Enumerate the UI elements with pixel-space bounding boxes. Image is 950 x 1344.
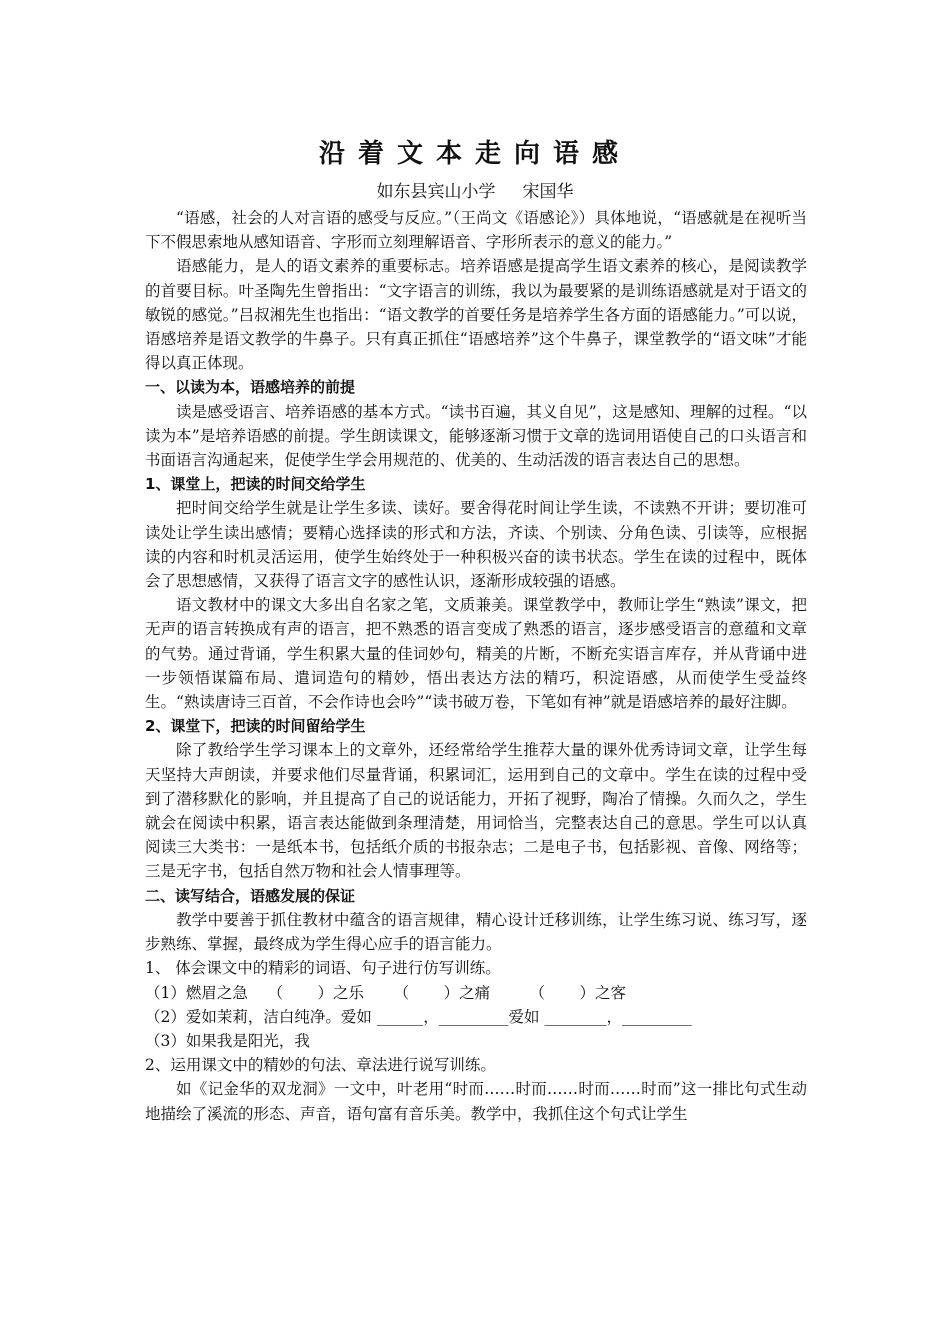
section-heading: 二、读写结合，语感发展的保证 <box>145 886 356 905</box>
section-heading: 2、课堂下，把读的时间留给学生 <box>145 717 366 736</box>
section-heading: 1、课堂上，把读的时间交给学生 <box>145 475 366 494</box>
list-item: 1、 体会课文中的精彩的词语、句子进行仿写训练。 <box>145 959 501 978</box>
list-item: 2、运用课文中的精妙的句法、章法进行说写训练。 <box>145 1056 496 1075</box>
paragraph: 把时间交给学生就是让学生多读、读好。要舍得花时间让学生读，不读熟不开讲；要切准可读处让学生读出感情；要精心选择读的形式和方法，齐读、个别读、分角色读、引读等，应根据读的内容和时机灵活运用，使学生始终处于一种积极兴奋的读书状态。学生在读的过程中，既体会了思想感情，又获得了语言文字的感性认识，逐渐形成较强的语感。 <box>145 499 807 591</box>
document-body <box>145 206 807 1126</box>
document-author: 如东县宾山小学 宋国华 <box>376 182 574 202</box>
exercise-line: （2）爱如茉莉，洁白纯净。爱如 ______，_________爱如 ________，_________ <box>145 1007 692 1026</box>
paragraph: 语文教材中的课文大多出自名家之笔，文质兼美。课堂教学中，教师让学生“熟读”课文，把无声的语言转换成有声的语言，把不熟悉的语言变成了熟悉的语言，逐步感受语言的意蕴和文章的气势。通过背诵，学生积累大量的佳词妙句，精美的片断，不断充实语言库存，并从背诵中进一步领悟谋篇布局、遣词造句的精妙，悟出表达方法的精巧，积淀语感，从而使学生受益终生。“熟读唐诗三百首，不会作诗也会吟”“读书破万卷，下笔如有神”就是语感培养的最好注脚。 <box>145 596 807 712</box>
exercise-line: （1）燃眉之急 （ ）之乐 （ ）之痛 （ ）之客 <box>145 983 627 1002</box>
section-heading: 一、以读为本，语感培养的前提 <box>145 378 356 397</box>
paragraph: 如《记金华的双龙洞》一文中，叶老用“时而……时而……时而……时而”这一排比句式生动地描绘了溪流的形态、声音，语句富有音乐美。教学中，我抓住这个句式让学生 <box>145 1080 807 1123</box>
paragraph: 语感能力，是人的语文素养的重要标志。培养语感是提高学生语文素养的核心，是阅读教学的首要目标。叶圣陶先生曾指出：“文字语言的训练，我以为最要紧的是训练语感就是对于语文的敏锐的感觉。”吕叔湘先生也指出：“语文教学的首要任务是培养学生各方面的语感能力。”可以说，语感培养是语文教学的牛鼻子。只有真正抓住“语感培养”这个牛鼻子，课堂教学的“语文味”才能得以真正体现。 <box>145 257 807 373</box>
paragraph: 读是感受语言、培养语感的基本方式。“读书百遍，其义自见”，这是感知、理解的过程。“以读为本”是培养语感的前提。学生朗读课文，能够逐渐习惯于文章的选词用语使自己的口头语言和书面语言沟通起来，促使学生学会用规范的、优美的、生动活泼的语言表达自己的思想。 <box>145 402 807 470</box>
paragraph: 教学中要善于抓住教材中蕴含的语言规律，精心设计迁移训练，让学生练习说、练习写，逐步熟练、掌握，最终成为学生得心应手的语言能力。 <box>145 910 807 954</box>
document-title: 沿着文本走向语感 <box>318 139 631 169</box>
paragraph: “语感，社会的人对言语的感受与反应。”（王尚文《语感论》）具体地说，“语感就是在视听当下不假思索地从感知语音、字形而立刻理解语音、字形所表示的意义的能力。” <box>145 209 807 252</box>
exercise-line: （3）如果我是阳光，我 <box>145 1031 310 1050</box>
paragraph: 除了教给学生学习课本上的文章外，还经常给学生推荐大量的课外优秀诗词文章，让学生每天坚持大声朗读，并要求他们尽量背诵，积累词汇，运用到自己的文章中。学生在读的过程中受到了潜移默化的影响，并且提高了自己的说话能力，开拓了视野，陶冶了情操。久而久之，学生就会在阅读中积累，语言表达能做到条理清楚，用词恰当，完整表达自己的意思。学生可以认真阅读三大类书：一是纸本书，包括纸介质的书报杂志；二是电子书，包括影视、音像、网络等；三是无字书，包括自然万物和社会人情事理等。 <box>145 741 807 881</box>
